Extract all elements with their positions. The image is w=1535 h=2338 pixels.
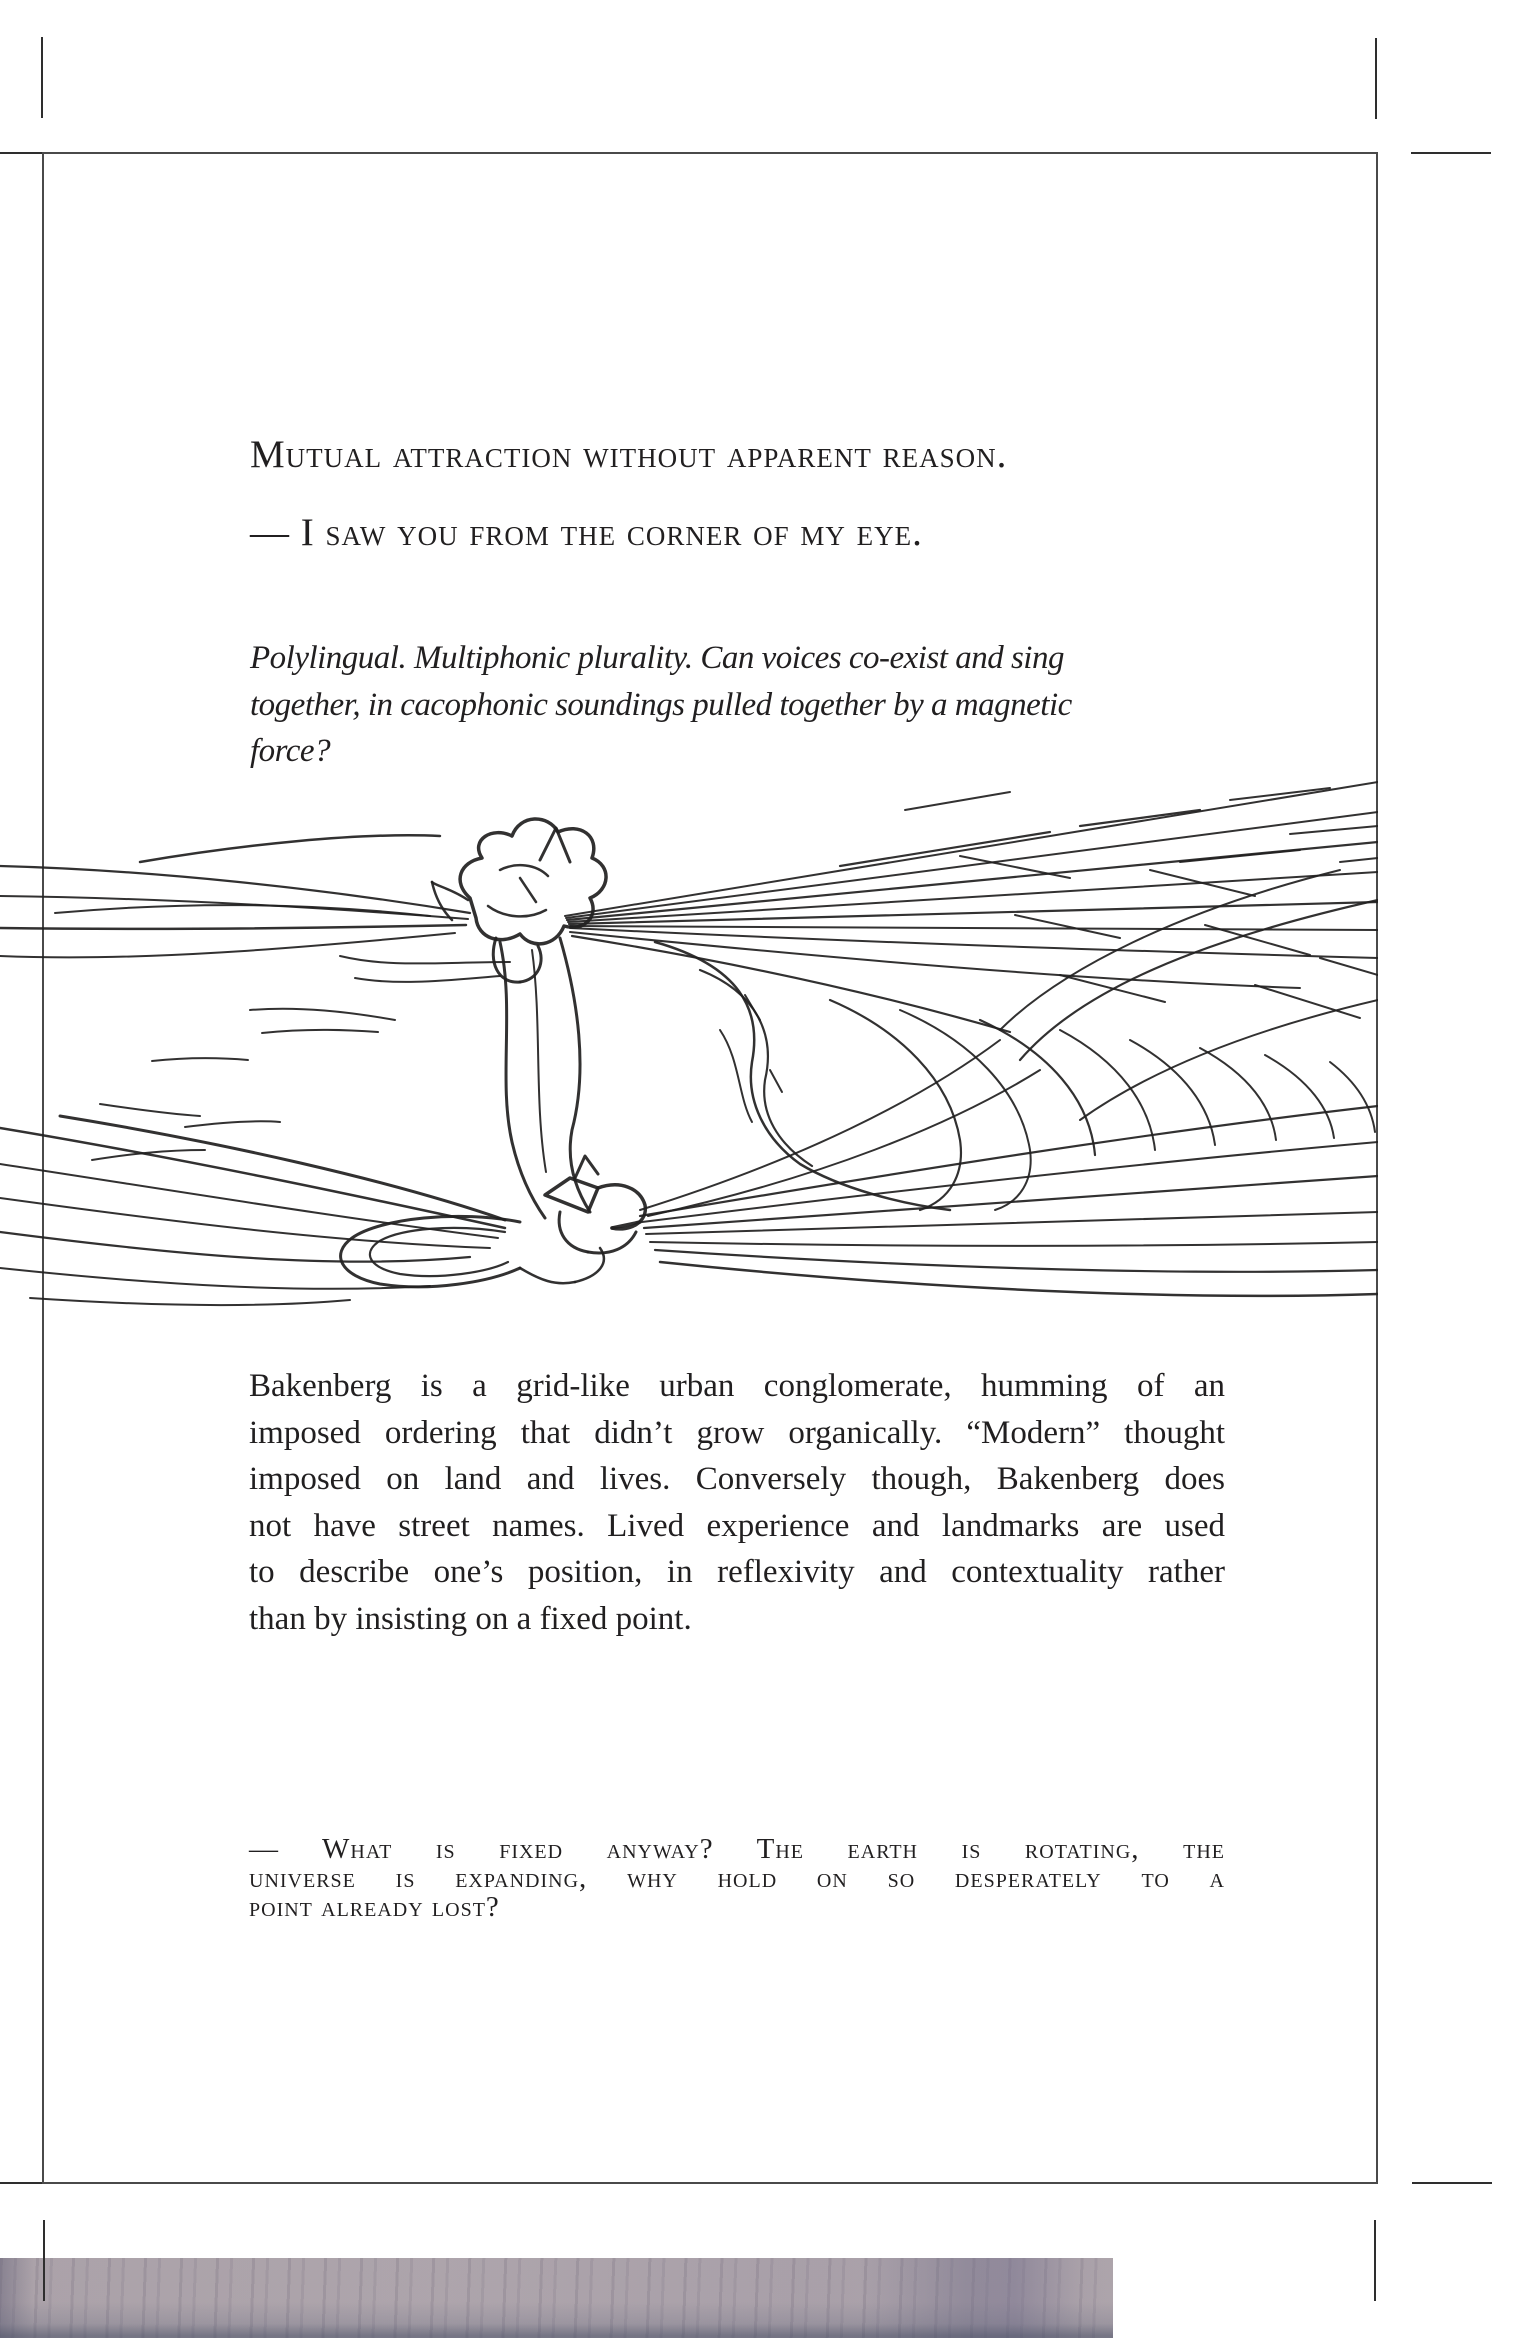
bottom-quote-line-2: universe is expanding, why hold on so desperately to a — [249, 1862, 1225, 1894]
bottom-quote-line-1: — What is fixed anyway? The earth is rotating, the — [249, 1833, 1225, 1865]
italic-question-paragraph — [250, 640, 1072, 780]
body-line-4: not have street names. Lived experience and landmarks are used — [249, 1507, 1225, 1544]
sketch-right-texture-dashes — [960, 856, 1378, 1018]
sketch-cone-folds — [655, 942, 1375, 1210]
crop-mark-top-right — [1375, 38, 1377, 119]
quote-corner-of-my-eye: — I saw you from the corner of my eye. — [250, 511, 923, 554]
crop-rule-top-right — [1411, 152, 1491, 154]
crop-rule-bottom-right — [1412, 2182, 1492, 2184]
italic-line-1: Polylingual. Multiphonic plurality. Can voices co-exist and sing — [250, 640, 1064, 676]
crop-mark-bottom-right — [1374, 2220, 1376, 2301]
body-line-1: Bakenberg is a grid-like urban conglomerate, humming of an — [249, 1368, 1225, 1404]
sketch-bottom-ribbon-loop — [341, 1216, 604, 1286]
sketch-bottom-knot — [545, 1156, 645, 1253]
fabric-knot-sketch — [0, 770, 1378, 1310]
sketch-left-top-bundle — [0, 835, 510, 982]
bottom-quote-line-3: point already lost? — [249, 1891, 500, 1923]
crop-mark-bottom-left — [43, 2220, 45, 2301]
sketch-bottom-right-fan — [640, 1106, 1378, 1296]
crop-mark-top-left — [41, 37, 43, 118]
bottom-photo-strip — [0, 2258, 1113, 2338]
italic-line-2: together, in cacophonic soundings pulled together by a magnetic — [250, 686, 1072, 723]
body-line-2: imposed ordering that didn’t grow organically. “Modern” thought — [249, 1414, 1225, 1451]
body-line-6: than by insisting on a fixed point. — [249, 1600, 692, 1637]
quote-mutual-attraction: Mutual attraction without apparent reason. — [250, 433, 1008, 476]
crop-rule-bottom-left — [0, 2182, 42, 2184]
sketch-top-right-fan — [565, 782, 1378, 1216]
sketch-top-knot — [432, 819, 606, 982]
crop-rule-top-left — [0, 152, 42, 154]
bakenberg-paragraph — [249, 1368, 1225, 1647]
italic-line-3: force? — [250, 733, 331, 769]
quote-what-is-fixed — [249, 1833, 1225, 1923]
body-line-3: imposed on land and lives. Conversely though, Bakenberg does — [249, 1461, 1225, 1497]
sketch-left-texture-dashes — [92, 1009, 395, 1160]
body-line-5: to describe one’s position, in reflexivity and contextuality rather — [249, 1554, 1225, 1590]
